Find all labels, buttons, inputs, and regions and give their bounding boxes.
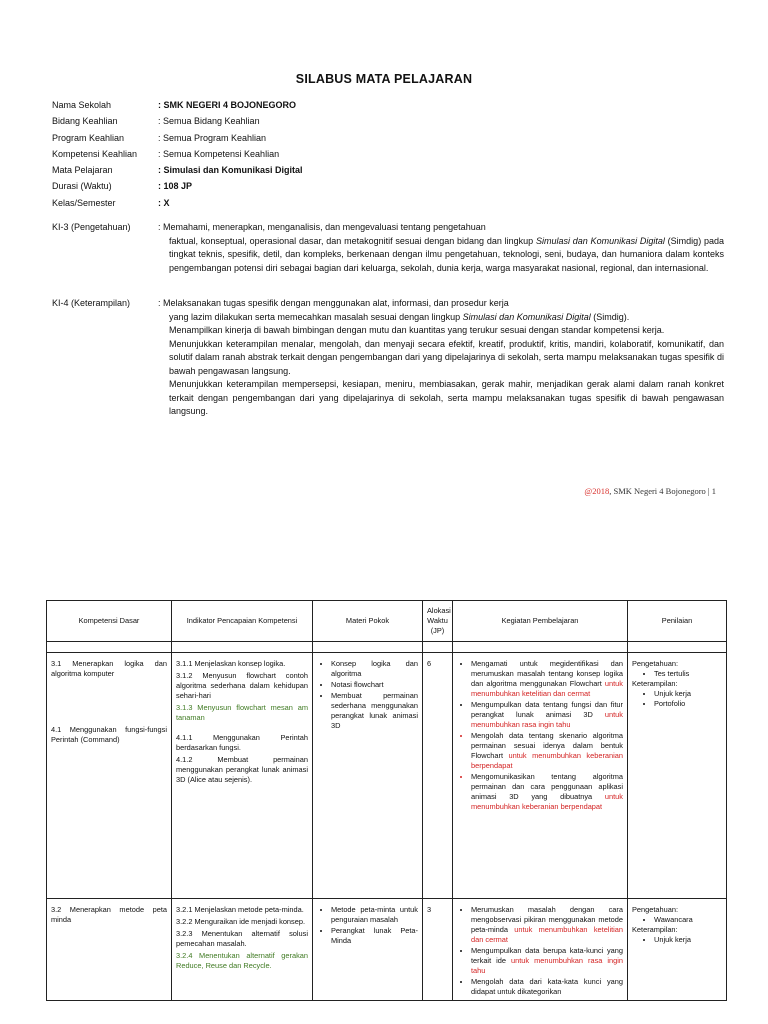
kegiatan-text: Mengolah data dari kata-kata kunci yang didapat untuk dikategorikan xyxy=(471,977,623,996)
page-footer xyxy=(584,486,716,496)
materi-list xyxy=(317,905,418,946)
ki4-paragraph: Menampilkan kinerja di bawah bimbingan dengan mutu dan kuantitas yang terukur sesuai dengan standar kompetensi kerja. xyxy=(169,325,665,335)
ki3-text-b: (Simdig) pada tingkat teknis, spesifik, detil, dan kompleks, berkenaan dengan ilmu pengetahuan, teknologi, seni, budaya, dan humaniora dalam konteks pengembangan potensi diri sebagai bagian dari keluarga, sekolah, dunia kerja, warga masyarakat nasional, regional, dan internasional. xyxy=(169,235,724,273)
kegiatan-cell xyxy=(453,653,628,899)
info-row xyxy=(52,180,722,196)
info-value: : Semua Kompetensi Keahlian xyxy=(158,148,280,159)
ki3-paragraph xyxy=(169,235,724,276)
ki4-text-a: yang lazim dilakukan serta memecahkan masalah sesuai dengan lingkup xyxy=(169,311,463,322)
info-label: Kompetensi Keahlian xyxy=(52,148,138,159)
header-alokasi: Alokasi Waktu (JP) xyxy=(423,601,453,642)
penilaian-cell xyxy=(628,899,727,1001)
header-kd: Kompetensi Dasar xyxy=(47,601,172,642)
header-materi: Materi Pokok xyxy=(313,601,423,642)
info-value: : X xyxy=(158,197,170,208)
indikator-item: 3.2.3 Menentukan alternatif solusi pemecahan masalah. xyxy=(176,929,308,948)
ki3-block xyxy=(52,221,724,275)
info-label: Nama Sekolah xyxy=(52,100,112,110)
penilaian-heading: Pengetahuan: xyxy=(632,905,679,914)
info-row xyxy=(52,197,722,213)
indikator-item: 4.1.2 Membuat permainan menggunakan perangkat lunak animasi 3D (Alice atau sejenis). xyxy=(176,755,308,784)
ki4-block xyxy=(52,297,724,419)
info-row xyxy=(52,164,722,180)
penilaian-item: • Unjuk kerja xyxy=(654,689,722,699)
info-label: Bidang Keahlian xyxy=(52,116,118,127)
page-title: SILABUS MATA PELAJARAN xyxy=(295,72,473,86)
materi-cell xyxy=(313,899,423,1001)
ki3-head-text: : Memahami, menerapkan, menganalisis, dan mengevaluasi tentang pengetahuan xyxy=(158,222,486,232)
kegiatan-value-text: untuk menumbuhkan keberanian berpendapat xyxy=(471,751,623,770)
penilaian-list xyxy=(632,935,722,945)
indikator-item: 3.2.4 Menentukan alternatif gerakan Reduce, Reuse dan Recycle. xyxy=(176,951,308,970)
kegiatan-item xyxy=(471,905,623,945)
ki3-text-a: faktual, konseptual, operasional dasar, dan metakognitif sesuai dengan bidang dan lingkup xyxy=(169,235,536,246)
penilaian-list xyxy=(632,669,722,679)
footer-text: , SMK Negeri 4 Bojonegoro | 1 xyxy=(609,486,716,496)
kegiatan-item xyxy=(471,946,623,976)
kegiatan-text: Mengamati untuk megidentifikasi dan merumuskan masalah tentang konsep logika dan algoritma menggunakan Flowchart xyxy=(471,659,623,688)
info-value: : Semua Program Keahlian xyxy=(158,132,267,143)
kegiatan-value-text: untuk menumbuhkan ketelitian dan cermat xyxy=(471,679,623,698)
info-row xyxy=(52,115,722,131)
kegiatan-item xyxy=(471,659,623,699)
penilaian-item: • Tes tertulis xyxy=(654,669,722,679)
info-value: : Simulasi dan Komunikasi Digital xyxy=(158,165,303,176)
kegiatan-text: Mengumpulkan data tentang fungsi dan fitur perangkat lunak animasi 3D xyxy=(471,700,623,719)
materi-item: • Perangkat lunak Peta-Minda xyxy=(331,926,418,946)
indikator-cell xyxy=(172,899,313,1001)
header-penilaian: Penilaian xyxy=(628,601,727,642)
ki3-head xyxy=(52,221,724,235)
info-label: Durasi (Waktu) xyxy=(52,181,112,192)
jp-cell: 3 xyxy=(423,899,453,1001)
ki4-text-b: (Simdig). xyxy=(590,311,630,322)
footer-year: @2018 xyxy=(584,486,610,496)
info-label: Kelas/Semester xyxy=(52,197,116,208)
ki3-body xyxy=(169,235,724,276)
indikator-item: 3.2.2 Menguraikan ide menjadi konsep. xyxy=(176,917,306,926)
materi-item: • Konsep logika dan algoritma xyxy=(331,659,418,679)
kegiatan-list xyxy=(457,905,623,997)
materi-item: • Metode peta-minta untuk penguraian masalah xyxy=(331,905,418,925)
penilaian-item: • Portofolio xyxy=(654,699,722,709)
indikator-item: 3.1.1 Menjelaskan konsep logika. xyxy=(176,659,286,668)
table-row xyxy=(47,899,727,1001)
info-value: : SMK NEGERI 4 BOJONEGORO xyxy=(158,100,297,110)
kd-text: 3.1 Menerapkan logika dan algoritma komputer xyxy=(51,659,167,678)
kegiatan-value-text: untuk menumbuhkan rasa ingin tahu xyxy=(471,710,623,729)
kegiatan-value-text: untuk menumbuhkan ketelitian dan cermat xyxy=(471,925,624,944)
header-kegiatan: Kegiatan Pembelajaran xyxy=(453,601,628,642)
info-row xyxy=(52,148,722,164)
table-spacer-row xyxy=(47,642,727,653)
indikator-item: 3.2.1 Menjelaskan metode peta-minda. xyxy=(176,905,304,914)
materi-list xyxy=(317,659,418,731)
ki4-paragraph: Menunjukkan keterampilan mempersepsi, kesiapan, meniru, membiasakan, gerak mahir, menjadikan gerak alami dalam ranah konkret terkait dengan pengembangan dari yang dipelajarinya di sekolah, serta mampu melaksanakan tugas spesifik di bawah pengawasan langsung. xyxy=(169,379,724,416)
kd-cell xyxy=(47,899,172,1001)
kegiatan-value-text: untuk menumbuhkan keberanian berpendapat xyxy=(471,792,623,811)
kd-text: 3.2 Menerapkan metode peta minda xyxy=(51,905,167,924)
kegiatan-text: Mengolah data tentang skenario algoritma permainan sesuai idenya dalam bentuk Flowchart xyxy=(471,731,623,760)
materi-item: • Membuat permainan sederhana menggunakan perangkat lunak animasi 3D xyxy=(331,691,418,731)
ki4-text-italic: Simulasi dan Komunikasi Digital xyxy=(462,311,591,322)
materi-cell xyxy=(313,653,423,899)
ki4-paragraph: Menunjukkan keterampilan menalar, mengolah, dan menyaji secara efektif, kreatif, produktif, kritis, mandiri, kolaboratif, komunikatif, dan solutif dalam ranah abstrak terkait dengan pengembangan dari yang dipelajarinya di sekolah, serta mampu melaksanakan tugas spesifik di bawah pengawasan langsung. xyxy=(169,338,724,376)
indikator-item: 3.1.3 Menyusun flowchart mesan am tanaman xyxy=(176,703,308,722)
kegiatan-text: Mengomunikasikan tentang algoritma permainan dan cara penggunaan aplikasi animasi 3D yang dibuatnya xyxy=(471,772,623,801)
kegiatan-item xyxy=(471,772,623,812)
info-value: : 108 JP xyxy=(158,181,193,192)
indikator-cell xyxy=(172,653,313,899)
ki4-head-text: : Melaksanakan tugas spesifik dengan menggunakan alat, informasi, dan prosedur kerja xyxy=(158,298,509,308)
kegiatan-cell xyxy=(453,899,628,1001)
ki4-label: KI-4 (Keterampilan) xyxy=(52,298,131,308)
materi-item: • Notasi flowchart xyxy=(331,680,418,690)
info-label: Mata Pelajaran xyxy=(52,165,113,176)
info-block xyxy=(52,99,722,213)
kegiatan-text: Mengumpulkan data berupa kata-kunci yang terkait ide xyxy=(471,946,623,965)
kd-cell xyxy=(47,653,172,899)
ki4-paragraph xyxy=(169,311,724,325)
jp-cell: 6 xyxy=(423,653,453,899)
kegiatan-list xyxy=(457,659,623,812)
kd-text: 4.1 Menggunakan fungsi-fungsi Perintah (Command) xyxy=(51,725,167,744)
ki4-body xyxy=(169,311,724,419)
table-header-row xyxy=(47,601,727,642)
ki3-label: KI-3 (Pengetahuan) xyxy=(52,222,131,232)
ki4-head xyxy=(52,297,724,311)
penilaian-item: • Wawancara xyxy=(654,915,722,925)
penilaian-heading: Keterampilan: xyxy=(632,679,678,688)
kegiatan-item xyxy=(471,731,623,771)
syllabus-table xyxy=(46,600,727,1001)
kegiatan-text: Merumuskan masalah dengan cara mengobservasi pikiran menggunakan metode peta-minda xyxy=(471,905,623,934)
penilaian-heading: Keterampilan: xyxy=(632,925,678,934)
info-row xyxy=(52,99,722,115)
penilaian-item: • Unjuk kerja xyxy=(654,935,722,945)
kegiatan-item xyxy=(471,700,623,730)
penilaian-heading: Pengetahuan: xyxy=(632,659,679,668)
indikator-item: 3.1.2 Menyusun flowchart contoh algoritma sederhana dalam kehidupan sehari-hari xyxy=(176,671,308,700)
kegiatan-item xyxy=(471,977,623,997)
penilaian-cell xyxy=(628,653,727,899)
ki3-text-italic: Simulasi dan Komunikasi Digital xyxy=(535,235,665,246)
penilaian-list xyxy=(632,915,722,925)
indikator-item: 4.1.1 Menggunakan Perintah berdasarkan fungsi. xyxy=(176,733,308,752)
kegiatan-value-text: untuk menumbuhkan rasa ingin tahu xyxy=(471,956,623,975)
header-indikator: Indikator Pencapaian Kompetensi xyxy=(172,601,313,642)
info-label: Program Keahlian xyxy=(52,132,125,143)
info-value: : Semua Bidang Keahlian xyxy=(158,116,260,127)
table-row xyxy=(47,653,727,899)
info-row xyxy=(52,132,722,148)
penilaian-list xyxy=(632,689,722,709)
